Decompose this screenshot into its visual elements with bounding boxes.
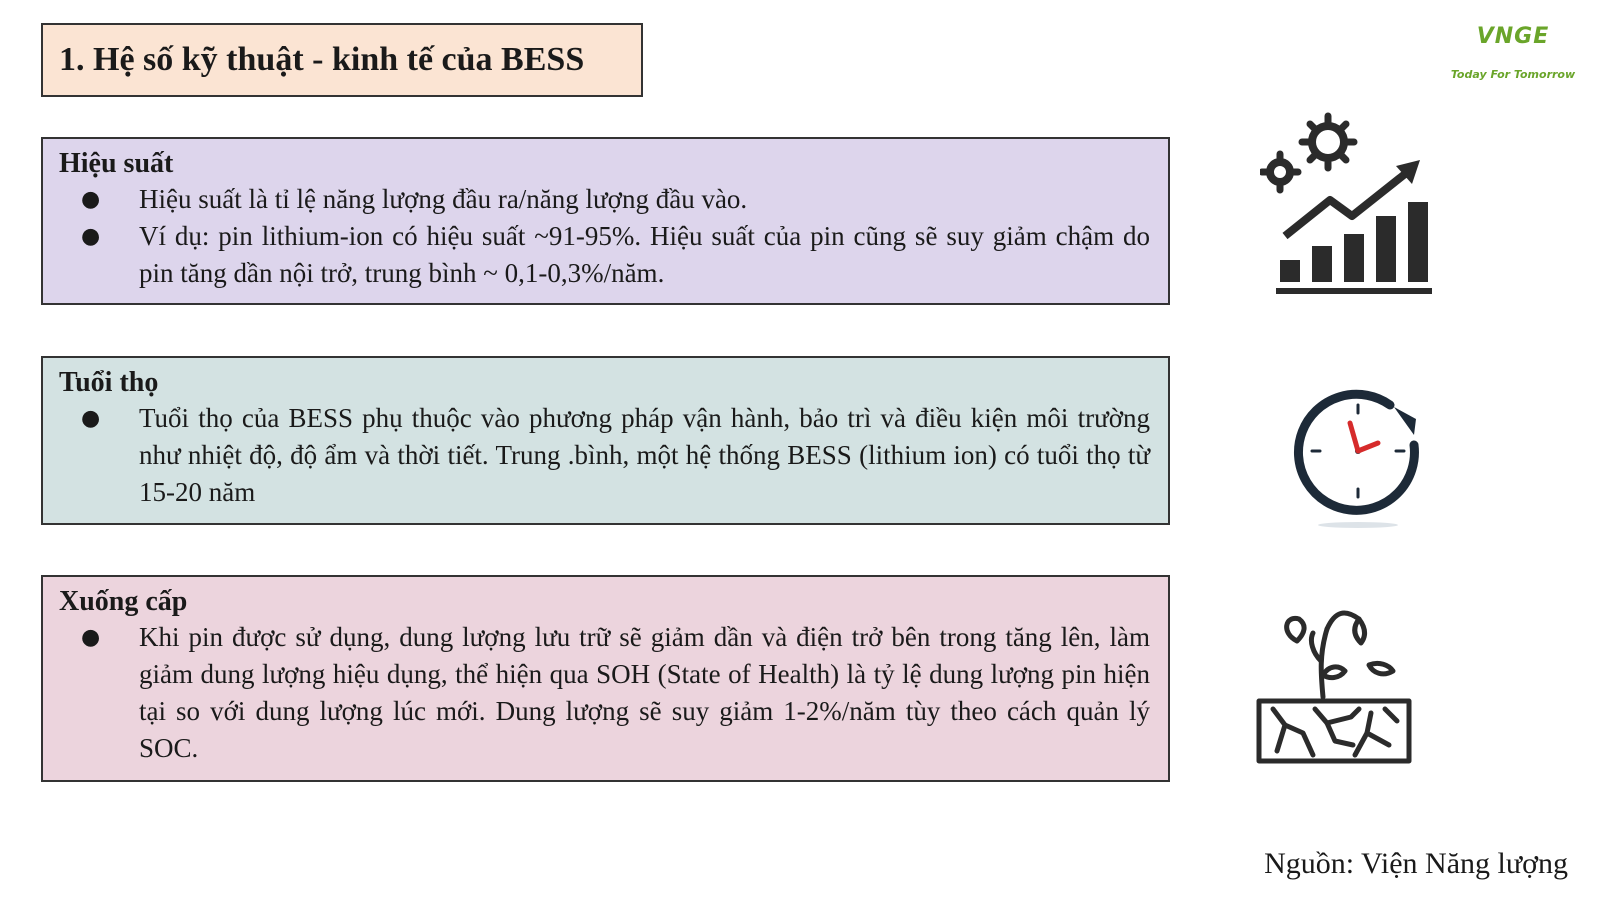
section-degradation: [41, 575, 1170, 782]
logo-tagline: Today For Tomorrow: [1450, 68, 1576, 81]
bullet-list: [59, 619, 1152, 767]
bullet-list: [59, 400, 1152, 511]
wilting-plant-cracked-soil-icon: [1255, 605, 1425, 770]
list-item: ● Hiệu suất là tỉ lệ năng lượng đầu ra/năng lượng đầu vào.: [59, 181, 1152, 218]
slide-title: 1. Hệ số kỹ thuật - kinh tế của BESS: [41, 23, 643, 97]
list-item: ● Ví dụ: pin lithium-ion có hiệu suất ~91-95%. Hiệu suất của pin cũng sẽ suy giảm chậm do pin tăng dần nội trở, trung bình ~ 0,1-0,3%/năm.: [59, 218, 1152, 292]
logo-brand: VNGE: [1476, 24, 1550, 49]
section-heading: Xuống cấp: [59, 586, 188, 617]
section-efficiency: [41, 137, 1170, 305]
source-note: Nguồn: Viện Năng lượng: [1264, 847, 1568, 880]
clock-refresh-icon: [1290, 385, 1430, 535]
section-heading: Tuổi thọ: [59, 367, 159, 398]
bullet-list: [59, 181, 1152, 292]
section-lifetime: [41, 356, 1170, 525]
growth-chart-gears-icon: [1260, 110, 1440, 310]
section-heading: Hiệu suất: [59, 148, 174, 179]
list-item: ● Khi pin được sử dụng, dung lượng lưu trữ sẽ giảm dần và điện trở bên trong tăng lên, làm giảm dung lượng hiệu dụng, thể hiện qua SOH (State of Health) là tỷ lệ dung lượng pin hiện tại so với dung lượng lúc mới. Dung lượng sẽ suy giảm 1-2%/năm tùy theo cách quản lý SOC.: [59, 619, 1152, 767]
vnge-logo: [1448, 18, 1578, 88]
list-item: ● Tuổi thọ của BESS phụ thuộc vào phương pháp vận hành, bảo trì và điều kiện môi trường như nhiệt độ, độ ẩm và thời tiết. Trung .bình, một hệ thống BESS (lithium ion) có tuổi thọ từ 15-20 năm: [59, 400, 1152, 511]
